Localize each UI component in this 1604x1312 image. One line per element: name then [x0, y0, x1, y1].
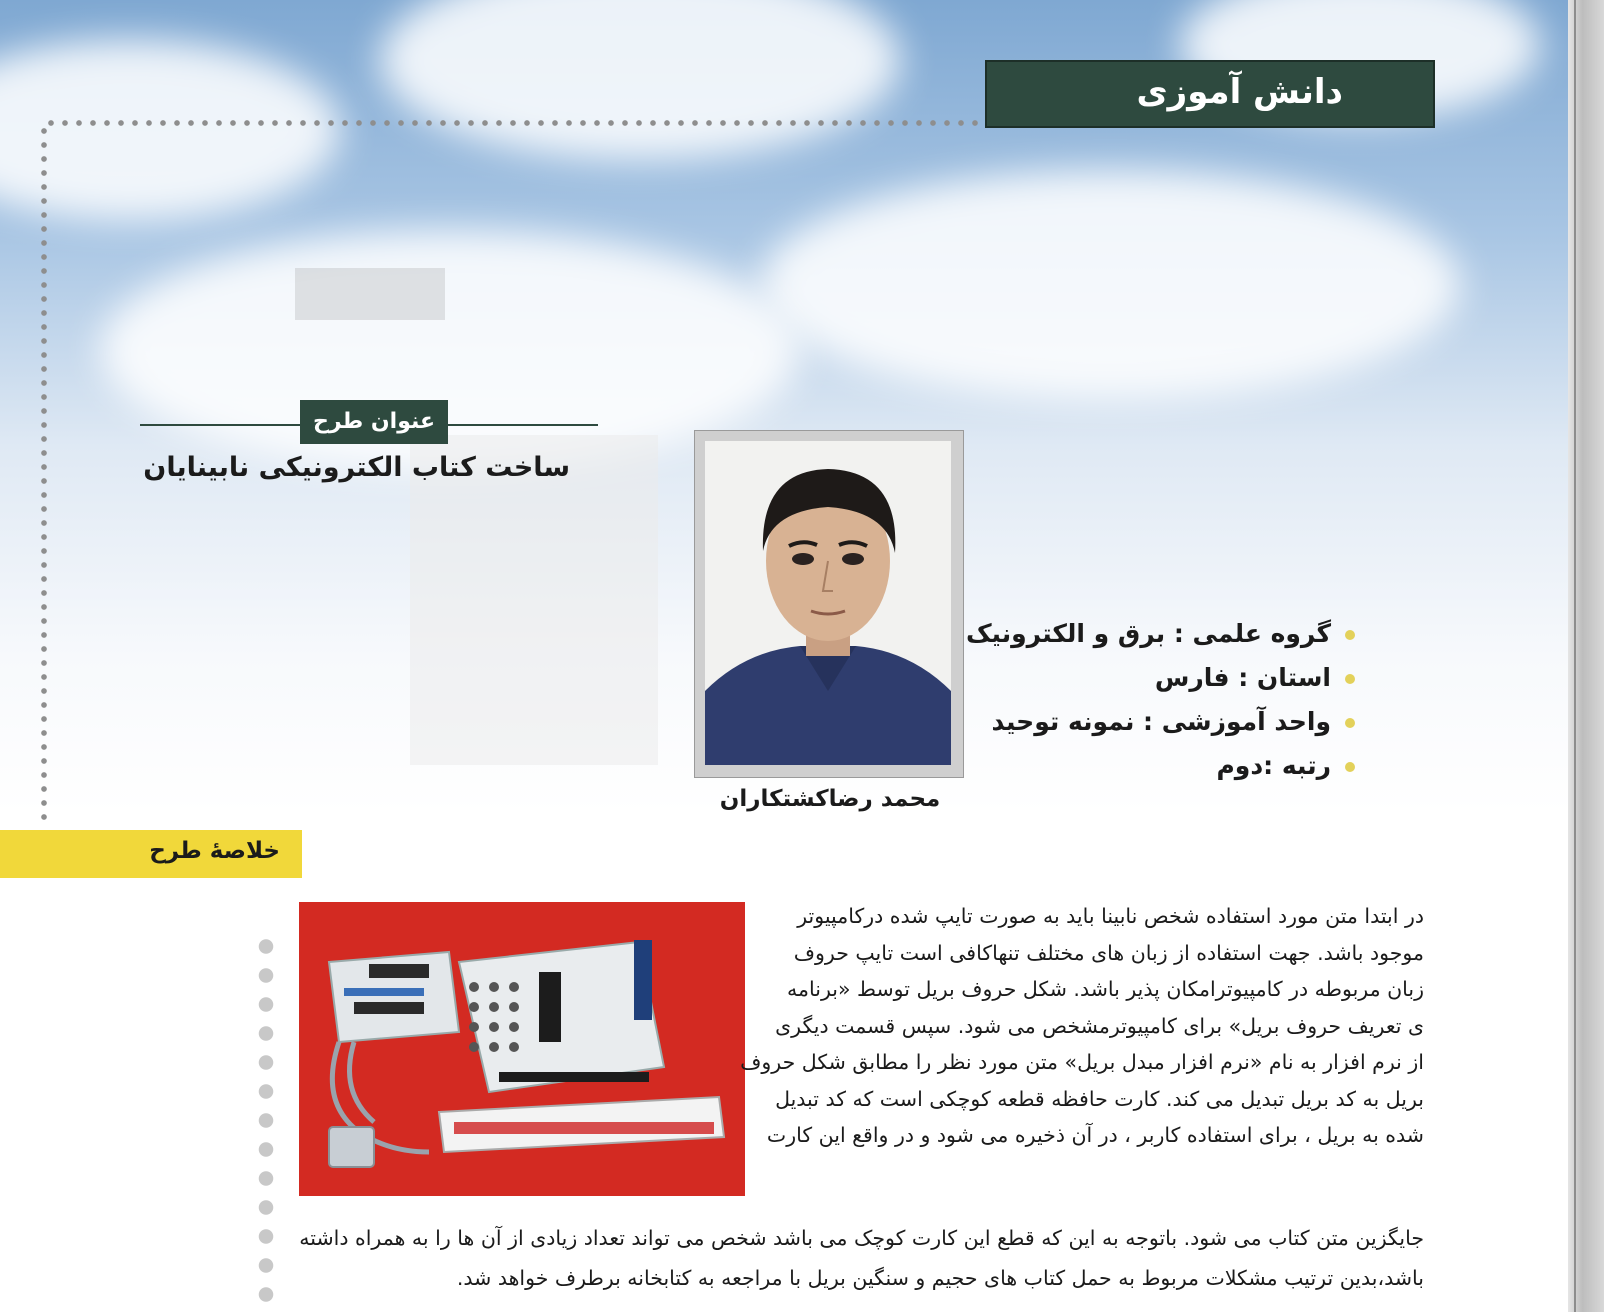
detail-item: استان : فارس [985, 656, 1355, 700]
text-line: جایگزین متن کتاب می شود. باتوجه به این که قطع این کارت کوچک می باشد شخص می تواند تعداد زیادی از آن ها را به همراه داشته [299, 1226, 1424, 1250]
section-title: دانش آموزی [1136, 72, 1343, 112]
student-details [965, 612, 1355, 788]
device-photo [299, 902, 745, 1196]
detail-item: گروه علمی : برق و الکترونیک [985, 612, 1355, 656]
detail-item: رتبه :دوم [985, 744, 1355, 788]
summary-heading: خلاصهٔ طرح [149, 838, 280, 864]
student-name: محمد رضاکشتکاران [719, 786, 941, 812]
page-binding-edge [1568, 0, 1604, 1312]
bullet-icon [1345, 674, 1355, 684]
student-photo-frame [694, 430, 964, 778]
text-line: باشد،بدین ترتیب مشکلات مربوط به حمل کتاب های حجیم و سنگین بریل با مراجعه به کتابخانه برطرف خواهد شد. [456, 1266, 1424, 1290]
bleed-through-shade [295, 268, 445, 320]
text-line: در ابتدا متن مورد استفاده شخص نابینا باید به صورت تایپ شده درکامپیوتر [797, 904, 1424, 928]
bleed-through-photo [410, 435, 658, 765]
text-line: از نرم افزار به نام «نرم افزار مبدل بریل» متن مورد نظر را مطابق شکل حروف [740, 1050, 1424, 1074]
decorative-dot-column [258, 932, 274, 1302]
summary-body-continued [296, 1218, 1424, 1298]
portrait-illustration [705, 441, 951, 765]
text-line: زبان مربوطه در کامپیوترامکان پذیر باشد. شکل حروف بریل توسط «برنامه [787, 977, 1424, 1001]
cloud [760, 170, 1460, 400]
bullet-icon [1345, 718, 1355, 728]
cloud [0, 40, 340, 220]
text-line: بریل به کد بریل تبدیل می کند. کارت حافظه قطعه کوچکی است که کد تبدیل [775, 1086, 1424, 1111]
summary-header [0, 830, 302, 878]
text-line: شده به بریل ، برای استفاده کاربر ، در آن ذخیره می شود و در واقع این کارت [766, 1123, 1424, 1147]
bullet-icon [1345, 762, 1355, 772]
circuit-board-illustration [299, 902, 745, 1196]
detail-item: واحد آموزشی : نمونه توحید [985, 700, 1355, 744]
project-title-label: عنوان طرح [300, 400, 448, 444]
bullet-icon [1345, 630, 1355, 640]
dotted-border-left [40, 124, 48, 820]
text-line: موجود باشد. جهت استفاده از زبان های مختلف تنهاکافی است تایپ حروف [793, 940, 1424, 965]
section-header [985, 60, 1435, 128]
student-photo [705, 441, 951, 765]
project-title: ساخت کتاب الکترونیکی نابینایان [143, 452, 570, 483]
summary-body [740, 898, 1424, 1154]
cloud [380, 0, 900, 160]
text-line: ی تعریف حروف بریل» برای کامپیوترمشخص می شود. سپس قسمت دیگری [775, 1013, 1424, 1038]
dotted-border-top [44, 119, 984, 127]
